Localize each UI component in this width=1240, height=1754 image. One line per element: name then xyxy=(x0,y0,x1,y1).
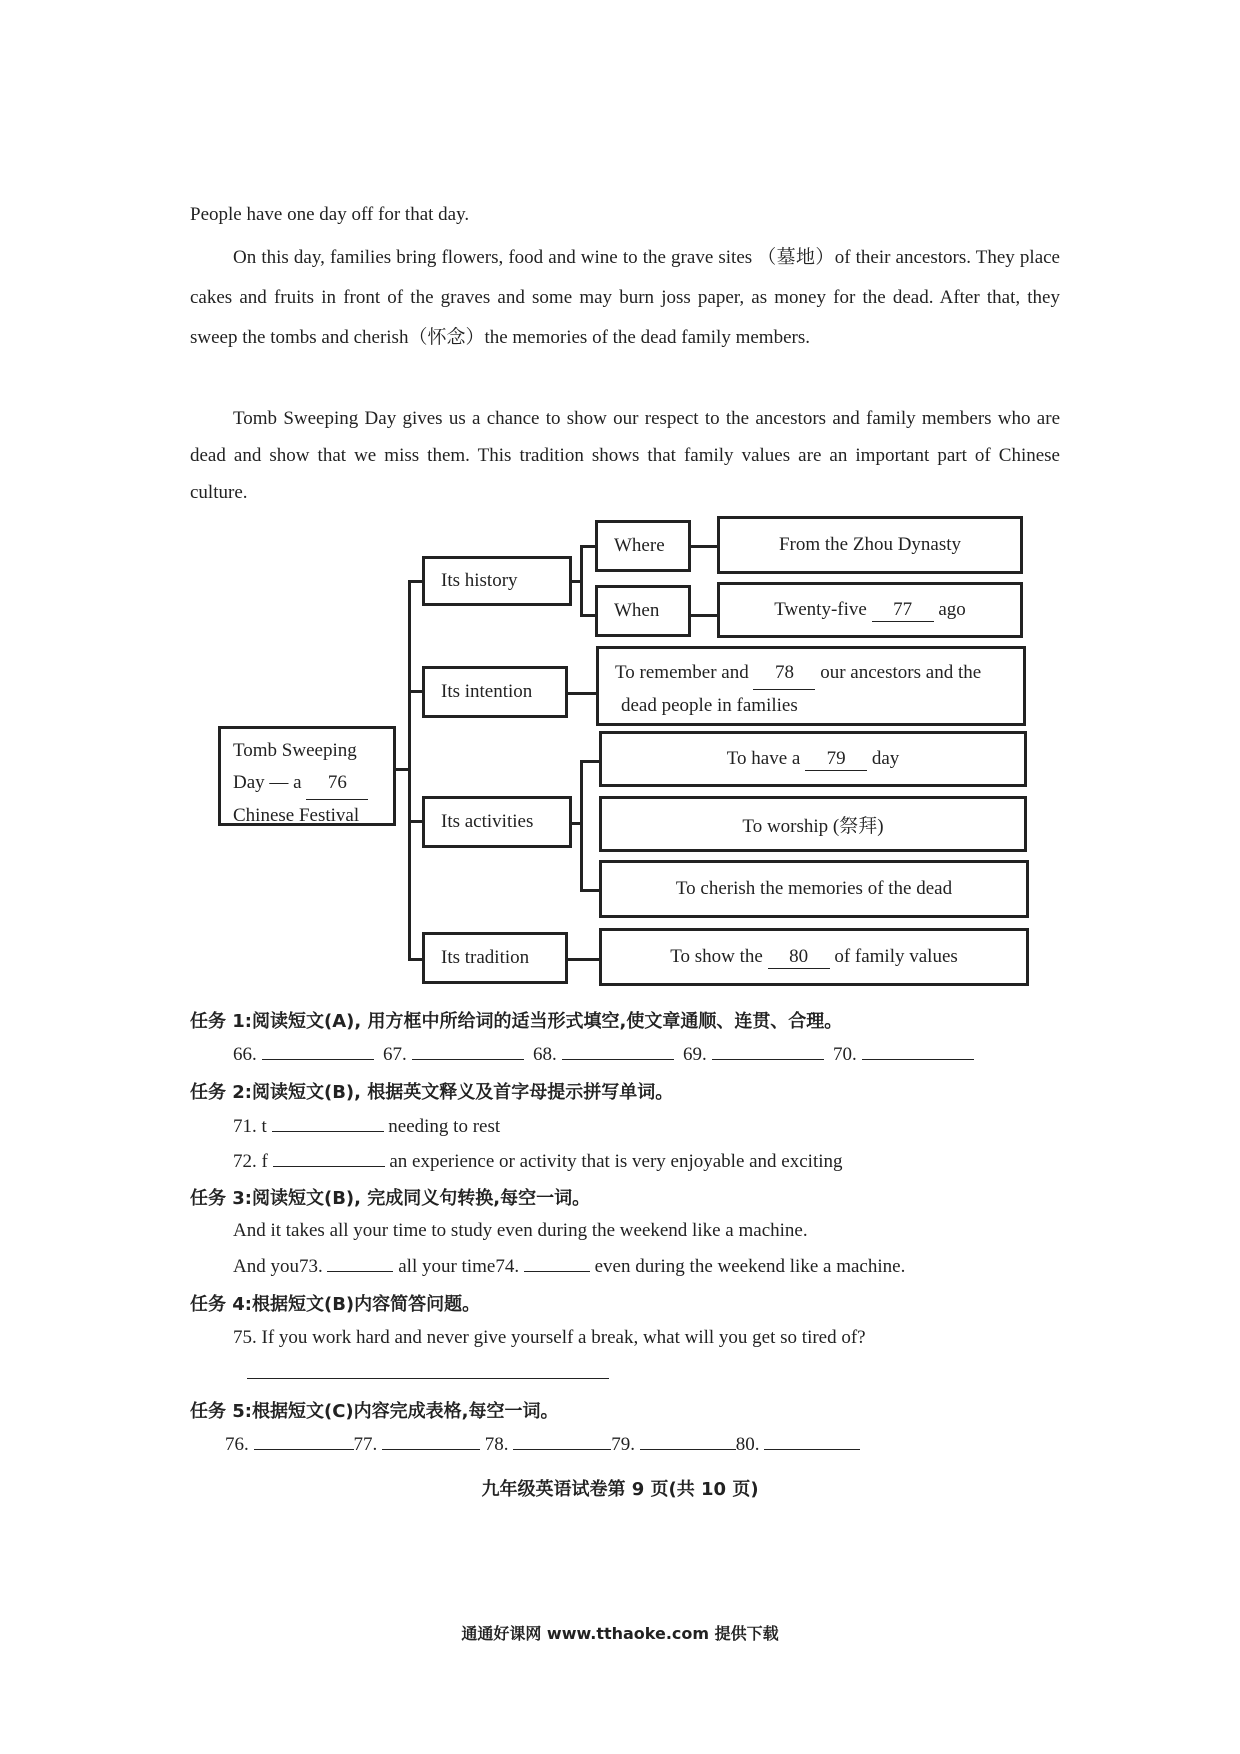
when-post: ago xyxy=(938,599,966,620)
answer-70-label: 70. xyxy=(833,1044,857,1065)
tradition-pre: To show the xyxy=(670,946,763,967)
task-4-heading: 任务 4:根据短文(B)内容简答问题。 xyxy=(190,1294,481,1315)
task-3-heading: 任务 3:阅读短文(B), 完成同义句转换,每空一词。 xyxy=(190,1188,591,1209)
when-pre: Twenty-five xyxy=(774,599,867,620)
activity-1-box xyxy=(599,731,1027,787)
answer-77-blank[interactable] xyxy=(382,1433,480,1450)
root-line-3: Chinese Festival xyxy=(233,805,360,826)
activities-box xyxy=(422,796,572,848)
task-2-heading: 任务 2:阅读短文(B), 根据英文释义及首字母提示拼写单词。 xyxy=(190,1082,674,1103)
answer-76-label: 76. xyxy=(225,1434,249,1455)
tradition-label: Its tradition xyxy=(441,947,530,968)
blank-80: 80 xyxy=(768,946,830,969)
question-75: 75. If you work hard and never give yourself a break, what will you get so tired of? xyxy=(233,1327,866,1348)
when-label: When xyxy=(614,600,660,621)
task-5-heading: 任务 5:根据短文(C)内容完成表格,每空一词。 xyxy=(190,1401,559,1422)
answer-68-blank[interactable] xyxy=(562,1043,674,1060)
activities-label: Its activities xyxy=(441,811,534,832)
answer-79-label: 79. xyxy=(611,1434,635,1455)
answer-77-label: 77. xyxy=(353,1434,378,1455)
tradition-post: of family values xyxy=(834,946,958,967)
task-5-answers xyxy=(225,1433,860,1456)
intention-answer-box xyxy=(596,646,1026,726)
when-answer-box xyxy=(717,582,1023,638)
history-box xyxy=(422,556,572,606)
answer-80-blank[interactable] xyxy=(764,1433,860,1450)
intention-post: our ancestors and the xyxy=(820,662,982,683)
sentence-part-c: even during the weekend like a machine. xyxy=(594,1256,906,1277)
site-footer: 通通好课网 www.tthaoke.com 提供下载 xyxy=(461,1624,779,1643)
answer-73-blank[interactable] xyxy=(327,1255,393,1272)
answer-72-blank[interactable] xyxy=(273,1150,385,1167)
passage-paragraph-2: On this day, families bring flowers, food and wine to the grave sites （墓地）of their ancestors. They place cakes and fruits in front of the graves and some may burn joss paper, as money for the dead. After that, they sweep the tombs and cherish（怀念）the memories of the dead family members. xyxy=(190,247,1060,348)
root-line-1: Tomb Sweeping xyxy=(233,740,357,761)
answer-66-blank[interactable] xyxy=(262,1043,374,1060)
answer-68-label: 68. xyxy=(533,1044,557,1065)
sentence-transform xyxy=(233,1255,905,1278)
answer-78-label: 78. xyxy=(484,1434,509,1455)
tradition-box xyxy=(422,932,568,984)
sentence-original: And it takes all your time to study even during the weekend like a machine. xyxy=(233,1220,808,1241)
intention-pre: To remember and xyxy=(615,662,749,683)
question-71 xyxy=(233,1115,500,1138)
question-71-definition: needing to rest xyxy=(388,1116,501,1137)
question-71-prefix: 71. t xyxy=(233,1116,267,1137)
answer-67-blank[interactable] xyxy=(412,1043,524,1060)
answer-74-blank[interactable] xyxy=(524,1255,590,1272)
intention-label: Its intention xyxy=(441,681,533,702)
tradition-answer-box xyxy=(599,928,1029,986)
answer-80-label: 80. xyxy=(735,1434,760,1455)
blank-79: 79 xyxy=(805,748,867,771)
activity-1-post: day xyxy=(871,748,900,769)
answer-75-line[interactable] xyxy=(247,1378,609,1379)
activity-3-box xyxy=(599,860,1029,918)
when-box xyxy=(595,585,691,637)
activity-3: To cherish the memories of the dead xyxy=(675,878,953,899)
page-footer: 九年级英语试卷第 9 页(共 10 页) xyxy=(481,1479,759,1500)
question-72-definition: an experience or activity that is very enjoyable and exciting xyxy=(389,1151,843,1172)
answer-69-label: 69. xyxy=(683,1044,707,1065)
answer-78-blank[interactable] xyxy=(513,1433,611,1450)
root-line-2 xyxy=(233,767,393,800)
task-1-answers xyxy=(233,1043,974,1066)
answer-76-blank[interactable] xyxy=(254,1433,354,1450)
answer-67-label: 67. xyxy=(383,1044,407,1065)
where-box xyxy=(595,520,691,572)
passage-paragraph-1: People have one day off for that day. xyxy=(190,204,470,225)
activity-2-box xyxy=(599,796,1027,852)
blank-78: 78 xyxy=(753,657,815,690)
blank-76: 76 xyxy=(306,767,368,800)
sentence-part-a: And you73. xyxy=(233,1256,323,1277)
where-label: Where xyxy=(614,535,665,556)
intention-box xyxy=(422,666,568,718)
answer-79-blank[interactable] xyxy=(640,1433,736,1450)
question-72 xyxy=(233,1150,843,1173)
activity-2: To worship (祭拜) xyxy=(742,815,884,837)
sentence-part-b: all your time74. xyxy=(398,1256,520,1277)
answer-70-blank[interactable] xyxy=(862,1043,974,1060)
blank-77: 77 xyxy=(872,599,934,622)
answer-66-label: 66. xyxy=(233,1044,257,1065)
history-label: Its history xyxy=(441,570,518,591)
question-72-prefix: 72. f xyxy=(233,1151,268,1172)
passage-paragraph-3: Tomb Sweeping Day gives us a chance to show our respect to the ancestors and family members who are dead and show that we miss them. This tradition shows that family values are an important part of Chinese culture. xyxy=(190,408,1060,503)
root-box xyxy=(218,726,396,826)
intention-line-1 xyxy=(615,657,1023,690)
answer-69-blank[interactable] xyxy=(712,1043,824,1060)
intention-line-2: dead people in families xyxy=(621,695,798,716)
activity-1-pre: To have a xyxy=(726,748,801,769)
task-1-heading: 任务 1:阅读短文(A), 用方框中所给词的适当形式填空,使文章通顺、连贯、合理。 xyxy=(190,1011,843,1032)
root-line-2-text: Day — a xyxy=(233,772,302,793)
where-answer: From the Zhou Dynasty xyxy=(778,534,962,555)
answer-71-blank[interactable] xyxy=(272,1115,384,1132)
where-answer-box xyxy=(717,516,1023,574)
